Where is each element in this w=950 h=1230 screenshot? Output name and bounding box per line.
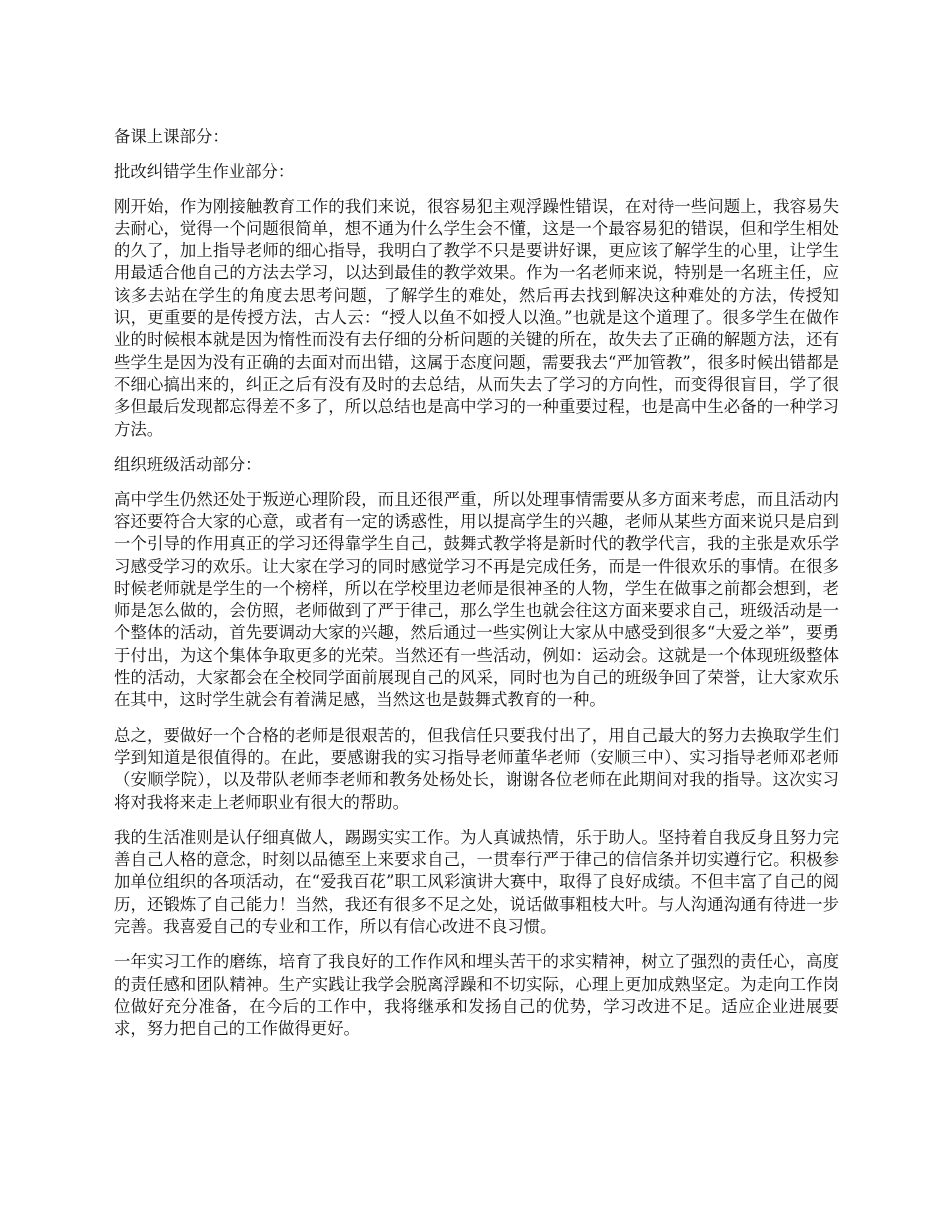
- paragraph-summary: 总之，要做好一个合格的老师是很艰苦的，但我信任只要我付出了，用自己最大的努力去换取学生们学到知道是很值得的。在此，要感谢我的实习指导老师董华老师（安顺三中）、实习指导老师邓老师（安顺学院），以及带队老师李老师和教务处杨处长，谢谢各位老师在此期间对我的指导。这次实习将对我将来走上老师职业有很大的帮助。: [114, 725, 839, 812]
- heading-class-activities: 组织班级活动部分：: [114, 454, 262, 474]
- heading-homework-correction: 批改纠错学生作业部分：: [114, 161, 295, 181]
- paragraph-internship-reflection: 一年实习工作的磨练，培育了我良好的工作作风和埋头苦干的求实精神，树立了强烈的责任心，高度的责任感和团队精神。生产实践让我学会脱离浮躁和不切实际，心理上更加成熟坚定。为走向工作岗位做好充分准备，在今后的工作中，我将继承和发扬自己的优势，学习改进不足。适应企业进展要求，努力把自己的工作做得更好。: [114, 952, 839, 1039]
- paragraph-life-principles: 我的生活准则是认仔细真做人，踢踢实实工作。为人真诚热情，乐于助人。坚持着自我反身且努力完善自己人格的意念，时刻以品德至上来要求自己，一贯奉行严于律己的信信条并切实遵行它。积极参加单位组织的各项活动，在“爱我百花”职工风彩演讲大赛中，取得了良好成绩。不但丰富了自己的阅历，还锻炼了自己能力！当然，我还有很多不足之处，说话做事粗枝大叶。与人沟通沟通有待进一步完善。我喜爱自己的专业和工作，所以有信心改进不良习惯。: [114, 827, 839, 936]
- heading-lesson-prep: 备课上课部分：: [114, 127, 229, 146]
- document-body: [114, 126, 839, 1053]
- paragraph-class-activities: 高中学生仍然还处于叛逆心理阶段，而且还很严重，所以处理事情需要从多方面来考虑，而且活动内容还要符合大家的心意，或者有一定的诱惑性，用以提高学生的兴趣，老师从某些方面来说只是启到一个引导的作用真正的学习还得靠学生自己，鼓舞式教学将是新时代的教学代言，我的主张是欢乐学习感受学习的欢乐。让大家在学习的同时感觉学习不再是完成任务，而是一件很欢乐的事情。在很多时候老师就是学生的一个榜样，所以在学校里边老师是很神圣的人物，学生在做事之前都会想到，老师是怎么做的，会仿照，老师做到了严于律己，那么学生也就会往这方面来要求自己，班级活动是一个整体的活动，首先要调动大家的兴趣，然后通过一些实例让大家从中感受到很多“大爱之举”，要勇于付出，为这个集体争取更多的光荣。当然还有一些活动，例如：运动会。这就是一个体现班级整体性的活动，大家都会在全校同学面前展现自己的风采，同时也为自己的班级争回了荣誉，让大家欢乐在其中，这时学生就会有着满足感，当然这也是鼓舞式教育的一种。: [114, 489, 839, 710]
- paragraph-homework-correction: 刚开始，作为刚接触教育工作的我们来说，很容易犯主观浮躁性错误，在对待一些问题上，我容易失去耐心，觉得一个问题很简单，想不通为什么学生会不懂，这是一个最容易犯的错误，但和学生相处的久了，加上指导老师的细心指导，我明白了教学不只是要讲好课，更应该了解学生的心里，让学生用最适合他自己的方法去学习，以达到最佳的教学效果。作为一名老师来说，特别是一名班主任，应该多去站在学生的角度去思考问题，了解学生的难处，然后再去找到解决这种难处的方法，传授知识，更重要的是传授方法，古人云：“授人以鱼不如授人以渔。”也就是这个道理了。很多学生在做作业的时候根本就是因为惰性而没有去仔细的分析问题的关键的所在，故失去了正确的解题方法，还有些学生是因为没有正确的去面对而出错，这属于态度问题，需要我去“严加管教”，很多时候出错都是不细心搞出来的，纠正之后有没有及时的去总结，从而失去了学习的方向性，而变得很盲目，学了很多但最后发现都忘得差不多了，所以总结也是高中学习的一种重要过程，也是高中生必备的一种学习方法。: [114, 196, 839, 439]
